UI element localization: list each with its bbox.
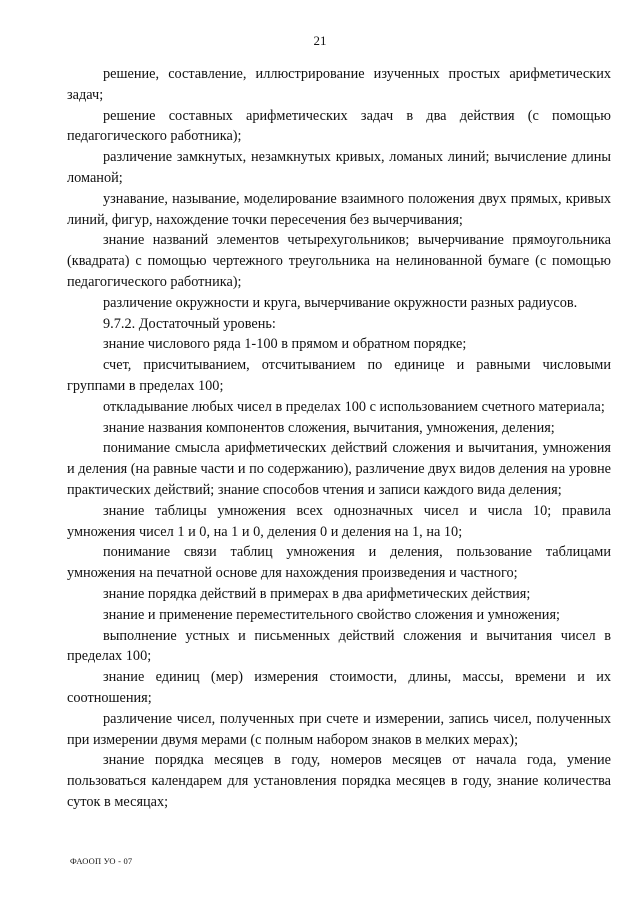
paragraph: знание порядка месяцев в году, номеров месяцев от начала года, умение пользоваться календарем для установления порядка месяцев в году, знание количества суток в месяцах; bbox=[67, 752, 611, 810]
paragraph: выполнение устных и письменных действий сложения и вычитания чисел в пределах 100; bbox=[67, 627, 611, 665]
paragraph: счет, присчитыванием, отсчитыванием по единице и равными числовыми группами в пределах 100; bbox=[67, 357, 611, 394]
paragraph: знание названия компонентов сложения, вычитания, умножения, деления; bbox=[103, 419, 555, 436]
paragraph: знание названий элементов четырехугольников; вычерчивание прямоугольника (квадрата) с помощью чертежного треугольника на нелинованной бумаге (с помощью педагогического работника); bbox=[67, 232, 611, 290]
paragraph: различение окружности и круга, вычерчивание окружности разных радиусов. bbox=[103, 294, 578, 311]
page-number: 21 bbox=[313, 33, 327, 48]
paragraph: откладывание любых чисел в пределах 100 с использованием счетного материала; bbox=[103, 398, 605, 415]
paragraph: понимание смысла арифметических действий сложения и вычитания, умножения и деления (на равные части и по содержанию), различение двух видов деления на уровне практических действий; знание способов чтения и записи каждого вида деления; bbox=[67, 440, 612, 498]
paragraph: знание порядка действий в примерах в два арифметических действия; bbox=[103, 585, 531, 602]
paragraph: понимание связи таблиц умножения и деления, пользование таблицами умножения на печатной основе для нахождения произведения и частного; bbox=[67, 544, 611, 582]
paragraph: различение чисел, полученных при счете и измерении, запись чисел, полученных при измерении двумя мерами (с полным набором знаков в мелких мерах); bbox=[67, 710, 611, 748]
paragraph: узнавание, называние, моделирование взаимного положения двух прямых, кривых линий, фигур, нахождение точки пересечения без вычерчивания; bbox=[67, 190, 611, 228]
paragraph: знание и применение переместительного свойство сложения и умножения; bbox=[103, 606, 561, 623]
paragraph: решение составных арифметических задач в два действия (с помощью педагогического работника); bbox=[67, 107, 611, 145]
document-body bbox=[67, 64, 611, 813]
section-heading: 9.7.2. Достаточный уровень: bbox=[103, 315, 276, 332]
paragraph: знание таблицы умножения всех однозначных чисел и числа 10; правила умножения чисел 1 и 0, на 1 и 0, деления 0 и деления на 1, на 10; bbox=[67, 502, 611, 540]
paragraph: различение замкнутых, незамкнутых кривых, ломаных линий; вычисление длины ломаной; bbox=[67, 149, 611, 186]
paragraph: знание единиц (мер) измерения стоимости, длины, массы, времени и их соотношения; bbox=[67, 669, 611, 706]
footer-code: ФАООП УО - 07 bbox=[70, 856, 133, 866]
paragraph: знание числового ряда 1-100 в прямом и обратном порядке; bbox=[103, 336, 467, 353]
paragraph: решение, составление, иллюстрирование изученных простых арифметических задач; bbox=[67, 66, 611, 103]
